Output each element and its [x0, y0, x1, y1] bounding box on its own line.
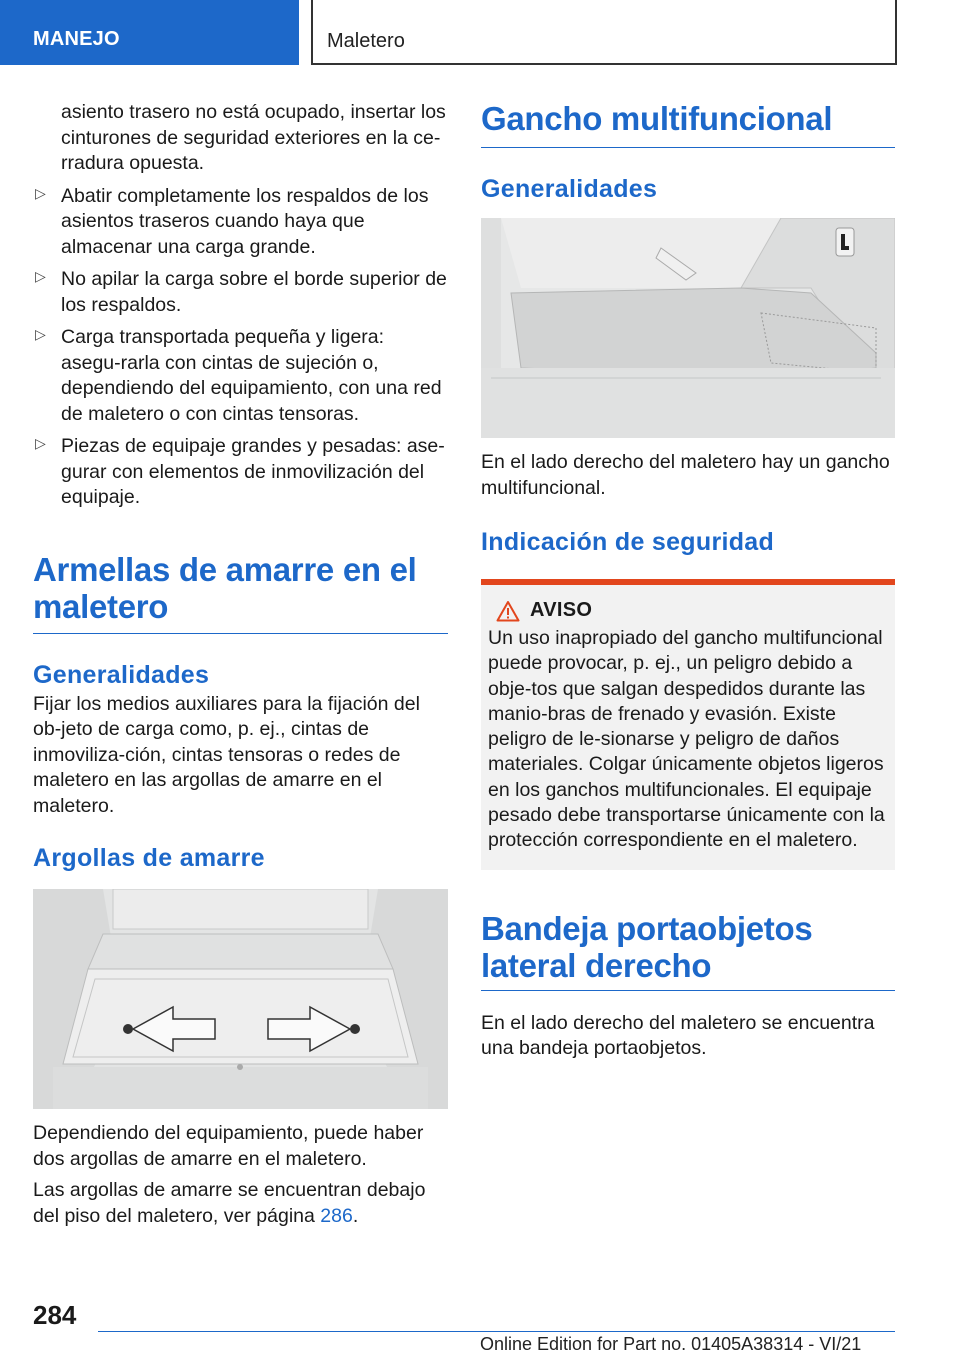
warning-text: Un uso inapropiado del gancho multifuncional puede provocar, p. ej., un peligro debido a obje-tos que salgan despedidos durante las manio-bras de frenado y evasión. Existe peligro de le-sionarse y peligro de daños materiales. Colgar únicamente objetos ligeros en los ganchos multifuncionales. El equipaje pesado debe transportarse únicamente con la protección correspondiente en el maletero. — [488, 627, 885, 852]
right-column — [481, 100, 895, 1062]
section-label: MANEJO — [33, 28, 120, 50]
trunk-lashing-eyes-image — [33, 889, 448, 1109]
warning-box — [481, 579, 895, 870]
list-item: ▷ No apilar la carga sobre el borde superior de los respaldos. — [35, 268, 447, 316]
section-tab — [0, 0, 299, 65]
heading-argollas: Argollas de amarre — [33, 844, 265, 872]
heading-gancho: Gancho multifuncional — [481, 100, 895, 148]
caption-location: Las argollas de amarre se encuentran debajo del piso del maletero, ver página 286. — [33, 1179, 426, 1227]
footer-divider — [98, 1331, 895, 1332]
triangle-bullet-icon: ▷ — [35, 326, 46, 342]
list-item: ▷ Abatir completamente los respaldos de los asientos traseros cuando haya que almacenar una carga grande. — [35, 184, 429, 258]
caption-argollas: Dependiendo del equipamiento, puede haber dos argollas de amarre en el maletero. — [33, 1122, 424, 1170]
gancho-text: En el lado derecho del maletero hay un gancho multifuncional. — [481, 451, 890, 499]
triangle-bullet-icon: ▷ — [35, 184, 46, 201]
triangle-bullet-icon: ▷ — [35, 435, 46, 451]
footer-edition: Online Edition for Part no. 01405A38314 - VI/21 — [480, 1334, 862, 1354]
heading-armellas: Armellas de amarre en el maletero — [33, 551, 448, 634]
warning-triangle-icon — [496, 600, 520, 622]
continuation-text: asiento trasero no está ocupado, insertar los cinturones de seguridad exteriores en la ce-rradura opuesta. — [61, 101, 446, 174]
general-text: Fijar los medios auxiliares para la fijación del ob-jeto de carga como, p. ej., cintas de inmoviliza-ción, cintas tensoras o redes de maletero en las argollas de amarre en el maletero. — [33, 692, 420, 817]
heading-generalidades: Generalidades — [33, 660, 210, 689]
heading-bandeja: Bandeja portaobjetos lateral derecho — [481, 910, 895, 991]
multifunction-hook-image — [481, 218, 895, 438]
list-item: ▷ Carga transportada pequeña y ligera: asegu-rarla con cintas de sujeción o, dependiendo del equipamiento, con una red de maletero o con cintas tensoras. — [35, 326, 442, 425]
list-item: ▷ Piezas de equipaje grandes y pesadas: ase-gurar con elementos de inmovilización del equipaje. — [35, 435, 445, 508]
warning-label: AVISO — [530, 599, 593, 621]
chapter-header — [311, 0, 897, 65]
page-reference-link[interactable]: 286 — [320, 1204, 353, 1227]
heading-seguridad: Indicación de seguridad — [481, 528, 775, 556]
heading-generalidades-gancho: Generalidades — [481, 175, 658, 203]
page-number: 284 — [33, 1300, 77, 1330]
triangle-bullet-icon: ▷ — [35, 268, 46, 284]
left-column — [33, 100, 448, 1229]
chapter-title: Maletero — [327, 30, 405, 52]
bandeja-text: En el lado derecho del maletero se encuentra una bandeja portaobjetos. — [481, 1011, 875, 1060]
warning-header — [488, 599, 887, 622]
